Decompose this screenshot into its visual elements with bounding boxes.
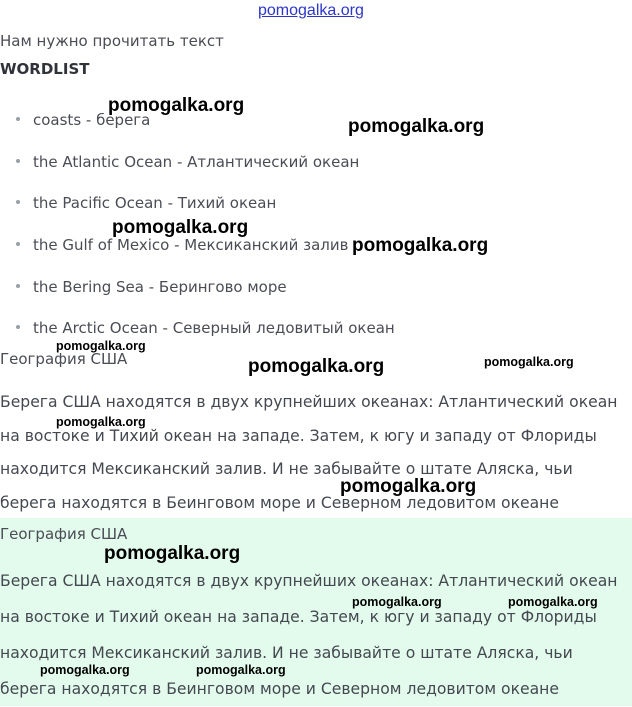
bullet-icon	[16, 159, 20, 163]
watermark: pomogalka.org	[108, 95, 245, 116]
watermark: pomogalka.org	[248, 356, 385, 377]
list-item	[0, 142, 395, 184]
watermark: pomogalka.org	[508, 595, 598, 609]
watermark: pomogalka.org	[112, 217, 249, 238]
wordlist-item-text: the Pacific Ocean - Тихий океан	[33, 194, 277, 213]
watermark: pomogalka.org	[196, 663, 286, 677]
wordlist-item-text: the Gulf of Mexico - Мексиканский залив	[33, 236, 349, 255]
section-title: География США	[0, 350, 128, 368]
site-link[interactable]: pomogalka.org	[258, 2, 364, 19]
list-item	[0, 267, 395, 309]
wordlist-item-text: the Bering Sea - Берингово море	[33, 277, 287, 296]
highlighted-section-title: География США	[0, 525, 128, 543]
watermark: pomogalka.org	[348, 116, 485, 137]
watermark: pomogalka.org	[40, 663, 130, 677]
wordlist-item-text: coasts - берега	[33, 111, 151, 129]
watermark: pomogalka.org	[340, 476, 477, 497]
bullet-icon	[16, 242, 20, 246]
bullet-icon	[16, 284, 20, 288]
wordlist-item-text: the Atlantic Ocean - Атлантический океан	[33, 152, 360, 171]
watermark: pomogalka.org	[56, 339, 146, 353]
highlighted-section-paragraph: Берега США находятся в двух крупнейших океанах: Атлантический океан на востоке и Тихий океан на западе. Затем, к югу и западу от Флориды находится Мексиканский залив. И не забывайте о штате Аляска, чьи берега находятся в Беинговом море и Северном ледовитом океане	[0, 572, 618, 698]
watermark: pomogalka.org	[104, 543, 241, 564]
bullet-icon	[16, 200, 20, 204]
wordlist-item-text: the Arctic Ocean - Северный ледовитый океан	[33, 319, 395, 338]
bullet-icon	[16, 325, 20, 329]
intro-text: Нам нужно прочитать текст	[0, 32, 224, 50]
watermark: pomogalka.org	[352, 595, 442, 609]
wordlist-title: WORDLIST	[0, 60, 90, 78]
watermark: pomogalka.org	[352, 235, 489, 256]
bullet-icon	[16, 117, 20, 121]
watermark: pomogalka.org	[484, 355, 574, 369]
section-paragraph: Берега США находятся в двух крупнейших океанах: Атлантический океан на востоке и Тихий океан на западе. Затем, к югу и западу от Флориды находится Мексиканский залив. И не забывайте о штате Аляска, чьи берега находятся в Беинговом море и Северном ледовитом океане	[0, 393, 618, 512]
watermark: pomogalka.org	[56, 415, 146, 429]
